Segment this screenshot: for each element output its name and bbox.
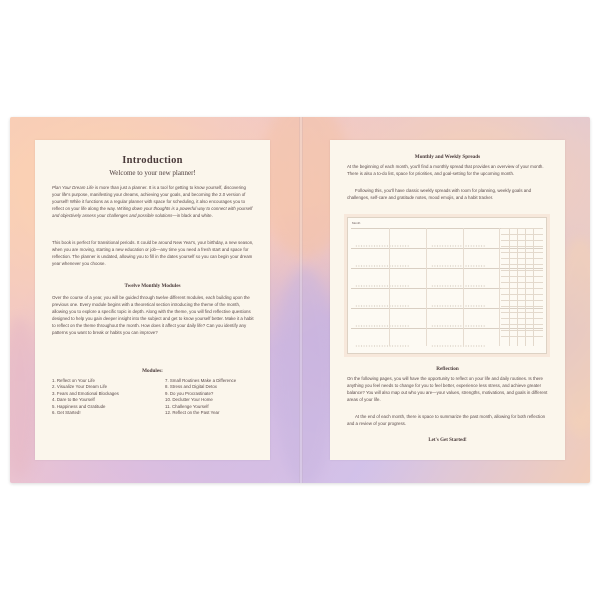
weekly-paragraph: Following this, you'll have classic weekly spreads with room for planning, weekly goals and challenges, self-care and gratitude notes, mood emojis, and a habit tracker.	[347, 188, 532, 200]
modules-paragraph: Over the course of a year, you will be guided through twelve different modules, each building upon the previous one. Every module begins with a theoretical section introducing the theme of the month, allowing you to explore a specific topic in depth. Along with the theme, you will find reflective questions designed to help you gain deeper insight into the subject and get to know yourself better. Make it a habit to reflect on the theme throughout the month. How does it affect your daily life? Can you identify any patterns you want to break or habits you can improve?	[52, 295, 254, 335]
module-item: 3. Fears and Emotional Blockages	[52, 390, 119, 396]
module-item: 1. Reflect on Your Life	[52, 378, 95, 383]
intro-tail: —in black and white.	[172, 212, 213, 218]
book-title-text: Plan Your Dream Life	[52, 185, 94, 190]
section-title-spreads: Monthly and Weekly Spreads	[414, 154, 481, 160]
intro-text: is more than just a planner. It is a tool for getting to know yourself, discovering your life's purpose, manifesting your dreams, achieving your goals, and becoming the 2.0 version of yourself! While it functions as a regular planner with space for scheduling, it also encourages you to reflect on your life along the way.	[52, 185, 246, 211]
right-page	[330, 140, 565, 460]
planner-divider	[389, 228, 390, 346]
module-item: 2. Visualize Your Dream Life	[52, 384, 108, 390]
open-book	[10, 117, 590, 483]
page-title: Introduction	[122, 155, 183, 166]
modules-heading: Modules:	[142, 368, 163, 374]
reflection-paragraph: On the following pages, you will have the opportunity to reflect on your life and daily routines. Is there anything you feel needs to change for you to feel better, experience less stress, and achieve greater balance? You will also map out who you are—your values, strengths, motivations, and goals in different areas of your life.	[347, 376, 548, 402]
module-item: 12. Reflect on the Past Year	[165, 410, 220, 416]
planner-month-label: Month	[352, 221, 361, 225]
book-gutter	[299, 117, 303, 483]
intro-emphasis: Writing down your thoughts is a powerful way to connect with yourself and objectively assess your challenges and possible solutions	[52, 205, 253, 218]
spreads-paragraph: At the beginning of each month, you'll find a monthly spread that provides an overview of your month. There is also a to-do list, space for priorities, and goal-setting for the upcoming month.	[347, 164, 544, 176]
section-title-modules: Twelve Monthly Modules	[124, 283, 181, 289]
intro-paragraph	[52, 185, 254, 220]
left-page	[35, 140, 270, 460]
module-item: 10. Declutter Your Home	[165, 397, 213, 403]
closing-line: Let's Get Started!	[428, 438, 467, 443]
habit-tracker-table	[501, 228, 543, 346]
planner-divider	[499, 228, 500, 346]
module-item: 8. Stress and Digital Detox	[165, 384, 217, 390]
module-item: 5. Happiness and Gratitude	[52, 403, 106, 409]
module-item: 6. Get Started!	[52, 410, 81, 416]
module-item: 11. Challenge Yourself	[165, 403, 209, 409]
section-title-reflection: Reflection	[436, 366, 459, 372]
marble-swirl	[275, 267, 335, 483]
modules-column-2	[165, 378, 236, 416]
transition-paragraph: This book is perfect for transitional periods. It could be around New Year's, your birthday, a new season, when you are moving, starting a new education or job—any time you need a fresh start and space for reflection. The planner is undated, allowing you to fill in the dates yourself so you can begin your dream year whenever you choose.	[52, 240, 254, 266]
module-item: 7. Small Routines Make a Difference	[165, 378, 237, 383]
modules-column-1	[52, 378, 119, 416]
planner-spread-image	[347, 217, 547, 354]
module-item: 4. Dare to Be Yourself	[52, 397, 95, 403]
planner-divider	[463, 228, 464, 346]
page-subtitle: Welcome to your new planner!	[109, 169, 196, 177]
planner-divider	[426, 228, 427, 346]
summary-paragraph: At the end of each month, there is space to summarize the past month, allowing for both reflection and a review of your progress.	[347, 414, 546, 426]
module-item: 9. Do you Procrastinate?	[165, 390, 214, 396]
